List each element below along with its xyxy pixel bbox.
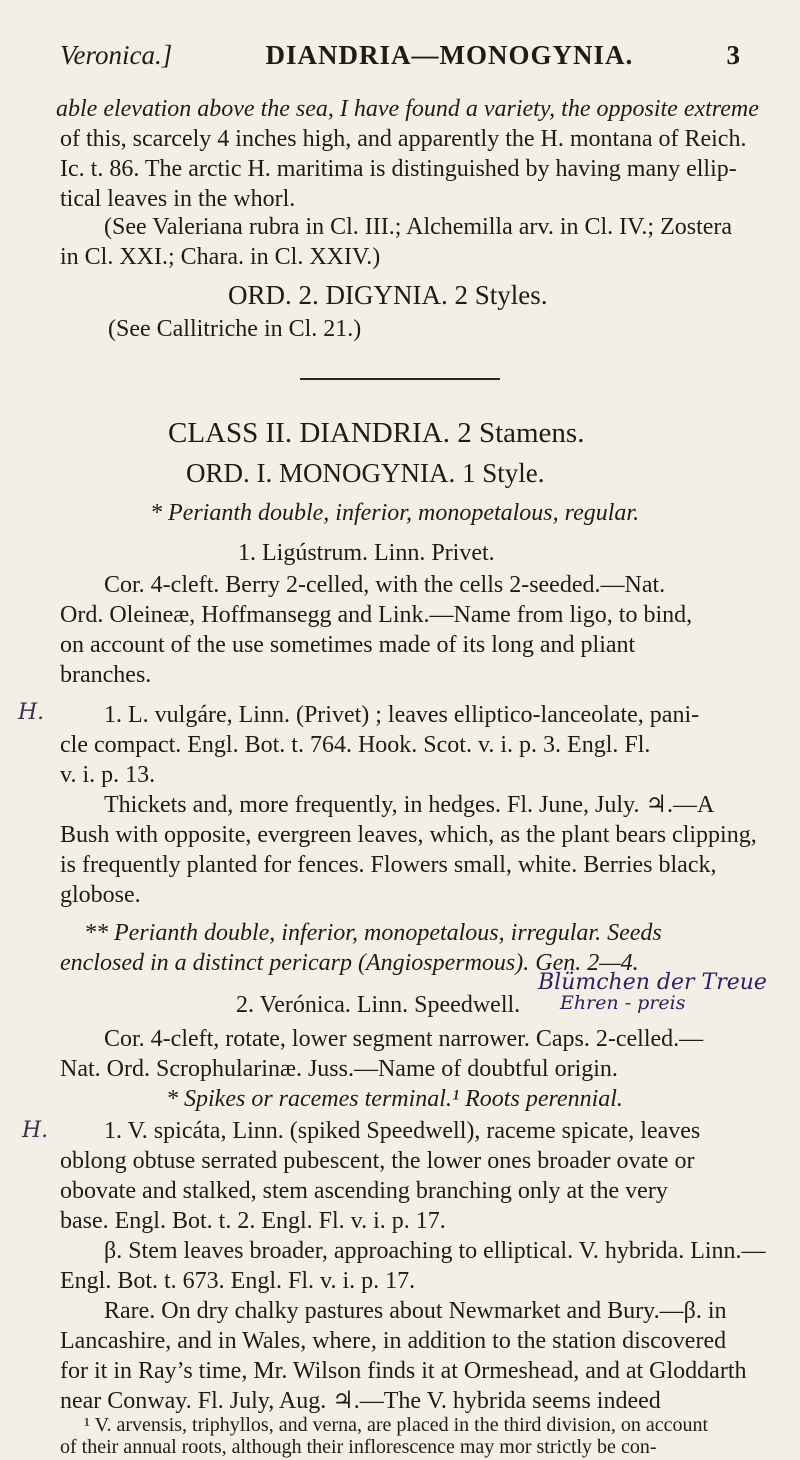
text-line: Ic. t. 86. The arctic H. maritima is distinguished by having many ellip- [60,156,737,182]
header-title: DIANDRIA—MONOGYNIA. [265,40,634,70]
text-line: in Cl. XXI.; Chara. in Cl. XXIV.) [60,244,381,270]
genus-heading: 1. Ligústrum. Linn. Privet. [238,540,495,566]
text-line: of this, scarcely 4 inches high, and apparently the H. montana of Reich. [60,126,747,152]
text-line: branches. [60,662,152,688]
text-line: Lancashire, and in Wales, where, in addition to the station discovered [60,1328,727,1354]
margin-mark: H. [18,700,45,725]
division-heading: ** Perianth double, inferior, monopetalous, irregular. Seeds [84,920,662,946]
text-line: Ord. Oleineæ, Hoffmansegg and Link.—Name from ligo, to bind, [60,602,693,628]
handwritten-note: Blümchen der Treue [538,970,767,995]
genus-heading: 2. Verónica. Linn. Speedwell. [236,992,521,1018]
header-section-label: Veronica.] [60,40,173,70]
text-line: able elevation above the sea, I have found a variety, the opposite extreme [56,96,759,122]
text-line: (See Valeriana rubra in Cl. III.; Alchemilla arv. in Cl. IV.; Zostera [104,214,733,240]
footnote-line: of their annual roots, although their inflorescence may mor strictly be con- [60,1436,657,1458]
page-number: 3 [726,40,740,70]
text-line: (See Callitriche in Cl. 21.) [108,316,362,342]
text-line: oblong obtuse serrated pubescent, the lower ones broader ovate or [60,1148,695,1174]
order-heading: ORD. 2. DIGYNIA. 2 Styles. [228,280,548,310]
text-line: globose. [60,882,141,908]
text-line: Cor. 4-cleft. Berry 2-celled, with the cells 2-seeded.—Nat. [104,572,666,598]
text-line: Thickets and, more frequently, in hedges. Fl. June, July. ♃.—A [104,792,715,818]
text-line: Rare. On dry chalky pastures about Newmarket and Bury.—β. in [104,1298,727,1324]
class-heading: CLASS II. DIANDRIA. 2 Stamens. [168,418,585,448]
text-line: base. Engl. Bot. t. 2. Engl. Fl. v. i. p. 17. [60,1208,446,1234]
text-line: cle compact. Engl. Bot. t. 764. Hook. Scot. v. i. p. 3. Engl. Fl. [60,732,651,758]
footnote-line: ¹ V. arvensis, triphyllos, and verna, are placed in the third division, on account [84,1414,709,1436]
text-line: for it in Ray’s time, Mr. Wilson finds it at Ormeshead, and at Gloddarth [60,1358,747,1384]
text-line: β. Stem leaves broader, approaching to elliptical. V. hybrida. Linn.— [104,1238,766,1264]
text-line: Engl. Bot. t. 673. Engl. Fl. v. i. p. 17. [60,1268,416,1294]
section-divider [300,378,500,380]
text-line: v. i. p. 13. [60,762,156,788]
text-line: Nat. Ord. Scrophularinæ. Juss.—Name of doubtful origin. [60,1056,618,1082]
text-line: near Conway. Fl. July, Aug. ♃.—The V. hybrida seems indeed [60,1388,661,1414]
handwritten-note: Ehren - preis [560,992,686,1014]
division-heading: * Perianth double, inferior, monopetalous, regular. [150,500,640,526]
subdivision-heading: * Spikes or racemes terminal.¹ Roots perennial. [166,1086,623,1112]
text-line: obovate and stalked, stem ascending branching only at the very [60,1178,668,1204]
text-line: enclosed in a distinct pericarp (Angiospermous). Gen. 2—4. [60,950,639,976]
text-line: tical leaves in the whorl. [60,186,296,212]
species-line: 1. L. vulgáre, Linn. (Privet) ; leaves elliptico-lanceolate, pani- [104,702,700,728]
text-line: on account of the use sometimes made of its long and pliant [60,632,636,658]
text-line: Cor. 4-cleft, rotate, lower segment narrower. Caps. 2-celled.— [104,1026,704,1052]
order-heading: ORD. I. MONOGYNIA. 1 Style. [186,458,545,488]
running-header [60,40,740,76]
text-line: Bush with opposite, evergreen leaves, which, as the plant bears clipping, [60,822,757,848]
text-line: is frequently planted for fences. Flowers small, white. Berries black, [60,852,717,878]
margin-mark: H. [22,1118,49,1143]
species-line: 1. V. spicáta, Linn. (spiked Speedwell), raceme spicate, leaves [104,1118,701,1144]
